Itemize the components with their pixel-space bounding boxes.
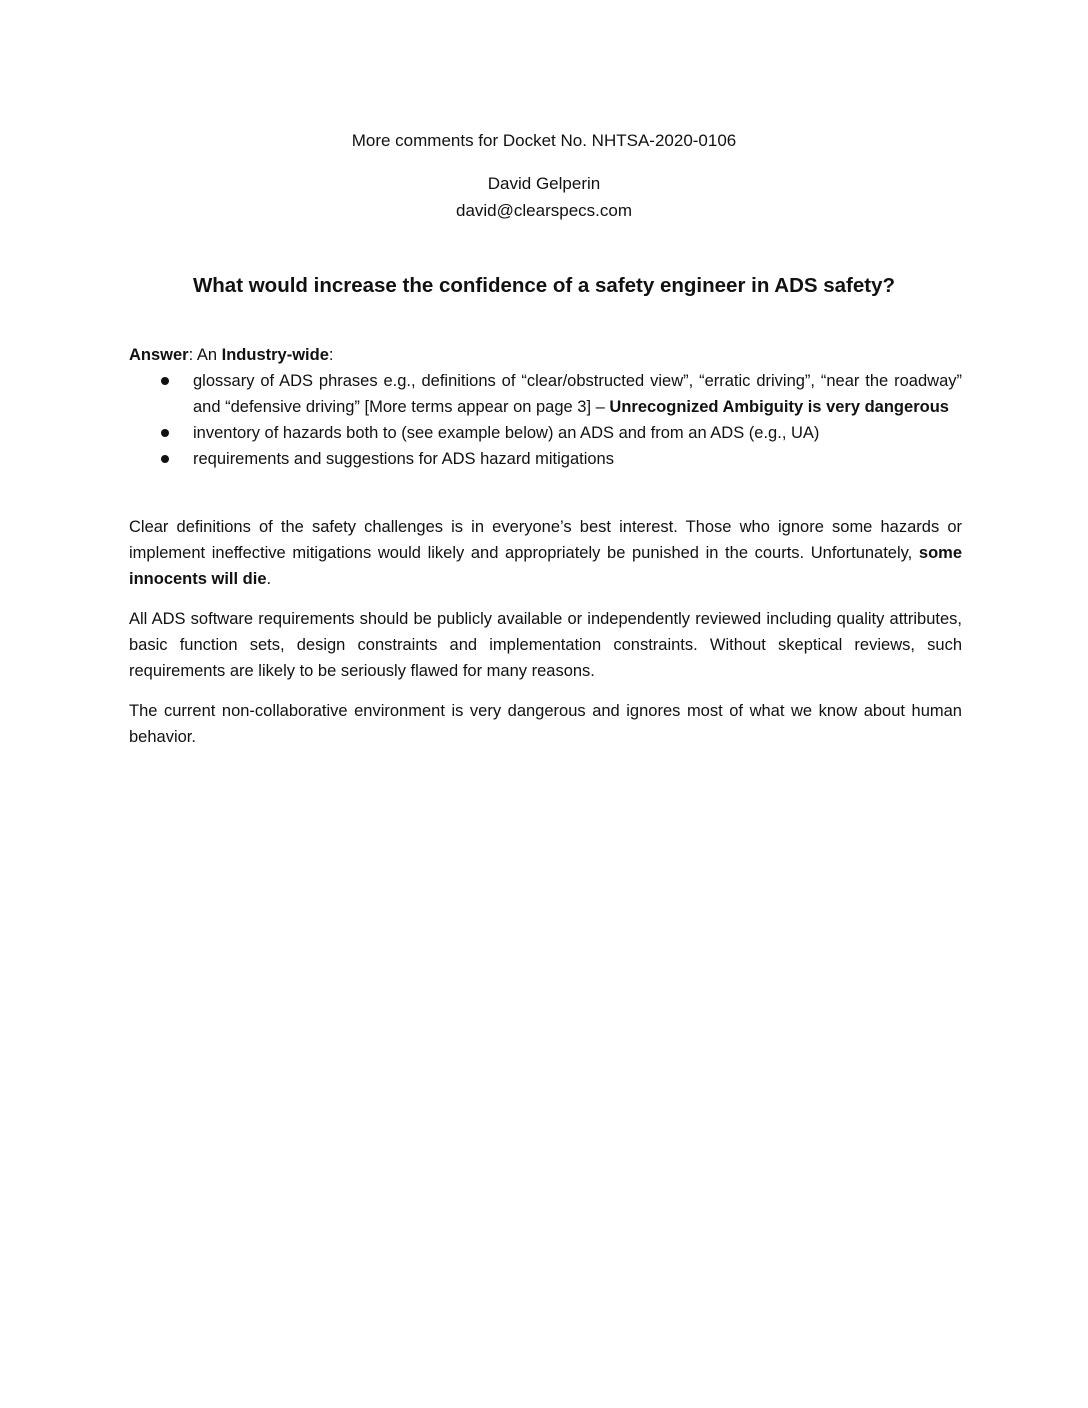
bullet-text: glossary of ADS phrases e.g., definitions of “clear/obstructed view”, “erratic driving”, “near the roadway” and “defensive driving” [More terms appear on page 3] – <box>193 372 962 416</box>
author-name: David Gelperin <box>487 174 601 193</box>
bullet-icon <box>161 455 169 463</box>
answer-label: Answer <box>129 346 189 364</box>
author-email: david@clearspecs.com <box>456 201 632 220</box>
bullet-icon <box>161 377 169 385</box>
answer-tail: : <box>328 346 334 364</box>
paragraph-bold-text: some innocents will die <box>129 544 962 588</box>
bullet-icon <box>161 429 169 437</box>
bullet-text: inventory of hazards both to (see example below) an ADS and from an ADS (e.g., UA) <box>193 424 820 442</box>
answer-separator: : An <box>188 346 222 364</box>
paragraph-environment: The current non-collaborative environment is very dangerous and ignores most of what we know about human behavior. <box>129 702 962 746</box>
paragraph-requirements: All ADS software requirements should be publicly available or independently reviewed including quality attributes, basic function sets, design constraints and implementation constraints. Without skeptical reviews, such requirements are likely to be seriously flawed for many reasons. <box>129 610 962 680</box>
page-title: What would increase the confidence of a safety engineer in ADS safety? <box>192 274 896 297</box>
answer-bullet-list <box>129 368 962 472</box>
paragraph-text: Clear definitions of the safety challenges is in everyone’s best interest. Those who ignore some hazards or implement ineffective mitigations would likely and appropriately be punished in the courts. Unfortunately, <box>129 518 962 562</box>
list-item <box>129 446 962 472</box>
docket-line: More comments for Docket No. NHTSA-2020-0106 <box>351 131 737 150</box>
answer-emphasis: Industry-wide <box>221 346 329 364</box>
list-item <box>129 420 962 446</box>
paragraph-end: . <box>266 570 272 588</box>
paragraph-safety-challenges <box>129 514 962 592</box>
bullet-text: requirements and suggestions for ADS hazard mitigations <box>193 450 614 468</box>
bullet-bold-text: Unrecognized Ambiguity is very dangerous <box>609 398 949 416</box>
list-item <box>129 368 962 420</box>
answer-line <box>129 342 962 368</box>
